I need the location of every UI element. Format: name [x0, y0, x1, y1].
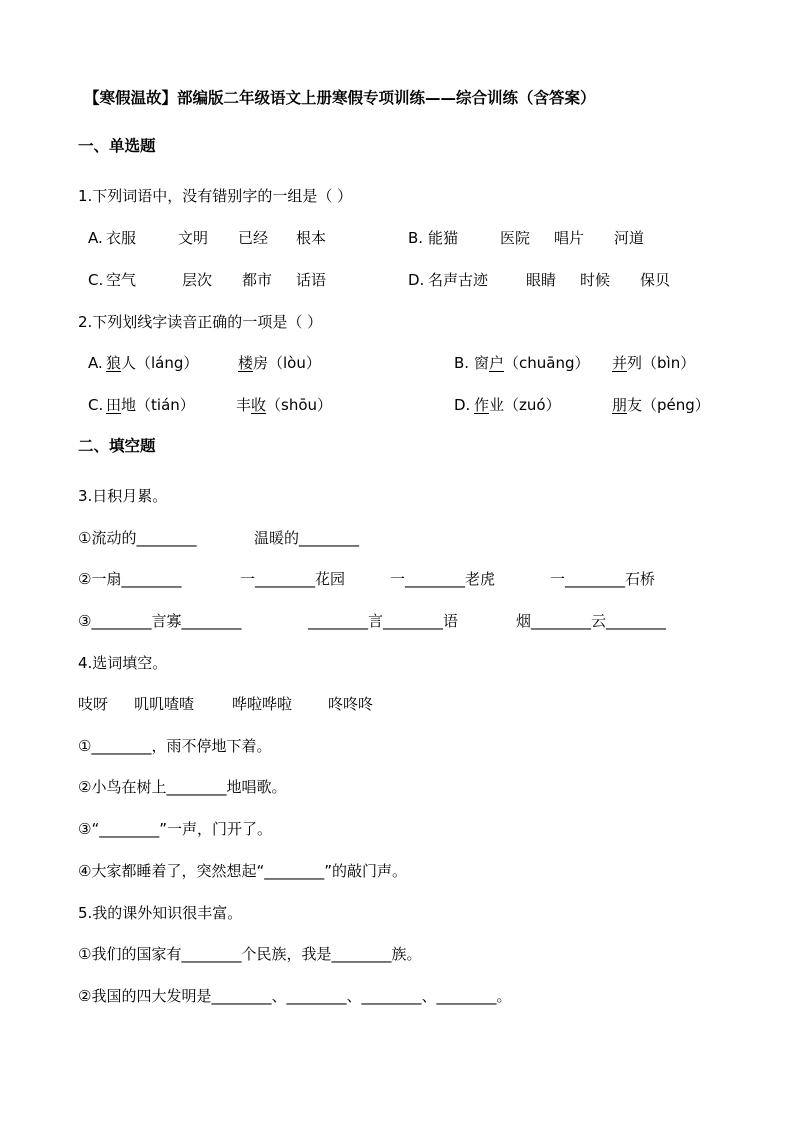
option-word: 话语 — [296, 271, 327, 289]
question-3-line-3b: ________言________语 — [308, 612, 459, 630]
section-heading-single-choice: 一、单选题 — [78, 137, 156, 155]
option-reading: （shōu） — [266, 396, 333, 414]
underlined-char: 作 — [474, 396, 490, 414]
page-title: 【寒假温故】部编版二年级语文上册寒假专项训练——综合训练（含答案） — [84, 89, 596, 107]
question-2-stem: 2.下列划线字读音正确的一项是（ ） — [78, 313, 323, 331]
option-plain-char: 丰 — [236, 396, 252, 414]
option-reading: （chuāng） — [504, 354, 590, 372]
underlined-char: 朋 — [612, 396, 628, 414]
question-3-line-2a: ②一扇________ — [78, 570, 182, 588]
option-letter: B. — [454, 354, 470, 372]
question-3-line-3c: 烟________云________ — [516, 612, 667, 630]
option-text — [236, 395, 332, 415]
option-text — [238, 353, 321, 373]
option-word: 时候 — [580, 271, 611, 289]
option-reading: 地（tián） — [121, 396, 195, 414]
option-letter: D. — [408, 271, 425, 289]
option-text — [106, 353, 198, 373]
option-word: 已经 — [238, 229, 269, 247]
option-letter: A. — [88, 354, 103, 372]
option-plain-char: 窗 — [474, 354, 490, 372]
underlined-char: 楼 — [238, 354, 254, 372]
option-letter: C. — [88, 271, 104, 289]
word-bank-item: 哗啦哗啦 — [232, 695, 293, 713]
option-word: 眼睛 — [526, 271, 557, 289]
option-word: 医院 — [500, 229, 531, 247]
option-letter: B. — [408, 229, 424, 247]
option-word: 唱片 — [554, 229, 585, 247]
option-letter: C. — [88, 396, 104, 414]
option-reading: 房（lòu） — [253, 354, 321, 372]
question-3-line-1b: 温暖的________ — [254, 529, 360, 547]
question-3-line-2c: 一________老虎 — [390, 570, 496, 588]
option-reading: 业（zuó） — [489, 396, 561, 414]
option-text — [106, 395, 195, 415]
question-3-line-2d: 一________石桥 — [550, 570, 656, 588]
option-text — [612, 395, 710, 415]
option-word: 保贝 — [640, 271, 671, 289]
option-reading: 列（bìn） — [627, 354, 696, 372]
option-word: 空气 — [106, 271, 137, 289]
option-letter: D. — [454, 396, 471, 414]
question-4-sentence-1: ①________，雨不停地下着。 — [78, 737, 272, 755]
question-4-stem: 4.选词填空。 — [78, 654, 168, 672]
option-word: 根本 — [296, 229, 327, 247]
option-text — [474, 395, 561, 415]
question-3-line-3a: ③________言寡________ — [78, 612, 242, 630]
option-word: 名声古迹 — [428, 271, 489, 289]
question-4-sentence-2: ②小鸟在树上________地唱歌。 — [78, 778, 287, 796]
underlined-char: 田 — [106, 396, 122, 414]
option-text — [474, 353, 590, 373]
option-reading: 人（láng） — [121, 354, 199, 372]
question-4-sentence-3: ③“________”一声，门开了。 — [78, 820, 272, 838]
question-5-sentence-2: ②我国的四大发明是________、________、________、________。 — [78, 987, 512, 1005]
question-5-sentence-1: ①我们的国家有________个民族，我是________族。 — [78, 945, 422, 963]
word-bank-item: 吱呀 — [78, 695, 109, 713]
underlined-char: 并 — [612, 354, 628, 372]
underlined-char: 狼 — [106, 354, 122, 372]
question-3-stem: 3.日积月累。 — [78, 487, 168, 505]
option-word: 都市 — [242, 271, 273, 289]
question-4-sentence-4: ④大家都睡着了，突然想起“________”的敲门声。 — [78, 862, 407, 880]
question-1-stem: 1.下列词语中，没有错别字的一组是（ ） — [78, 187, 353, 205]
option-word: 河道 — [614, 229, 645, 247]
word-bank-item: 咚咚咚 — [328, 695, 374, 713]
option-reading: 友（péng） — [627, 396, 710, 414]
word-bank-item: 叽叽喳喳 — [134, 695, 195, 713]
question-3-line-1a: ①流动的________ — [78, 529, 197, 547]
section-heading-fill-in: 二、填空题 — [78, 437, 156, 455]
underlined-char: 户 — [489, 354, 505, 372]
underlined-char: 收 — [251, 396, 267, 414]
question-5-stem: 5.我的课外知识很丰富。 — [78, 904, 243, 922]
question-3-line-2b: 一________花园 — [240, 570, 346, 588]
option-word: 能猫 — [428, 229, 459, 247]
option-text — [612, 353, 695, 373]
option-letter: A. — [88, 229, 103, 247]
option-word: 衣服 — [106, 229, 137, 247]
option-word: 层次 — [182, 271, 213, 289]
option-word: 文明 — [178, 229, 209, 247]
